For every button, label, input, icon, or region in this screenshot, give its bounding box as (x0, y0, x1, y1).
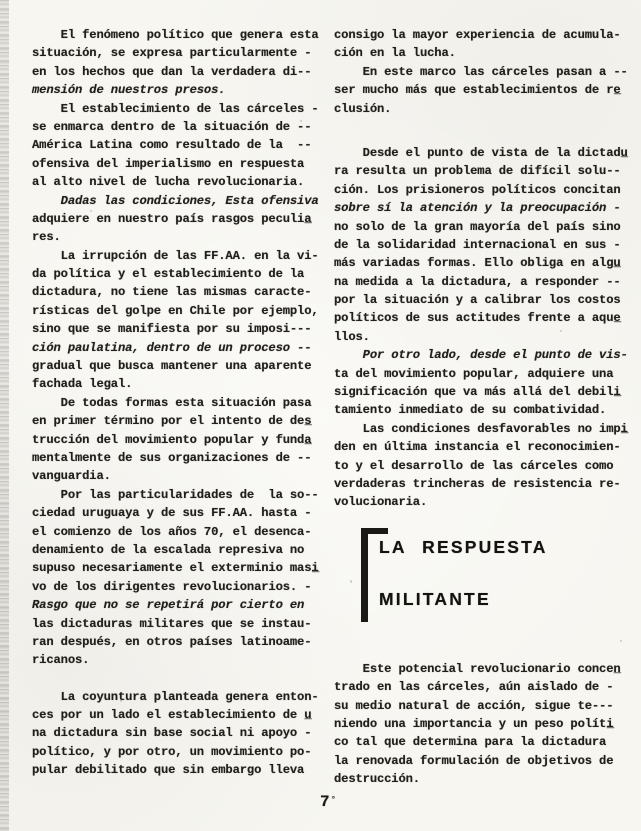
heading-bracket-icon (361, 528, 368, 622)
paragraph-gap (334, 118, 638, 144)
paragraph (334, 144, 638, 346)
text-line: res. (32, 230, 61, 245)
text-line: El establecimiento de las cárceles - (32, 101, 319, 116)
paragraph (334, 660, 638, 789)
right-text-column (334, 26, 638, 789)
text-line: pular debilitado que sin embargo lleva (32, 763, 305, 778)
text-line: en primer término por el intento de des̲ (32, 414, 312, 429)
text-line: al alto nivel de lucha revolucionaria. (32, 175, 305, 190)
text-line: llos. (334, 329, 370, 344)
text-line: ofensiva del imperialismo en respuesta (32, 156, 305, 171)
text-line: políticos de sus actitudes frente a aque̲ (334, 311, 621, 326)
text-line: tamiento inmediato de su combatividad. (334, 403, 607, 418)
text-line: volucionaria. (334, 495, 428, 510)
text-line: trucción del movimiento popular y funda̲ (32, 432, 312, 447)
text-line: supuso necesariamente el exterminio masi̲ (32, 561, 319, 576)
text-line: Las condiciones desfavorables no impi̲ (334, 421, 628, 436)
text-line: las dictaduras militares que se instau- (32, 616, 312, 631)
paragraph (334, 420, 638, 512)
text-line: fachada legal. (32, 377, 133, 392)
text-line: en los hechos que dan la verdadera di-- (32, 64, 312, 79)
paragraph (32, 26, 336, 100)
page-number (320, 793, 336, 811)
text-line: sobre sí la atención y la preocupación - (334, 201, 621, 216)
text-line: Dadas las condiciones, Esta ofensiva (32, 193, 319, 208)
text-line: dictadura, no tiene las mismas caracte- (32, 285, 312, 300)
text-line: Desde el punto de vista de la dictadu̲ (334, 145, 628, 160)
text-line: destrucción. (334, 772, 420, 787)
paragraph (32, 688, 336, 780)
text-line: por la situación y a calibrar los costos (334, 293, 621, 308)
text-line: da política y el establecimiento de la (32, 267, 305, 282)
text-line: su medio natural de acción, sigue te--- (334, 698, 614, 713)
text-line: Por otro lado, desde el punto de vis- (334, 348, 628, 363)
text-line: América Latina como resultado de la -- (32, 138, 312, 153)
text-line: verdaderas trincheras de resistencia re- (334, 476, 621, 491)
paragraph-gap (334, 512, 638, 524)
section-heading-line-1: LA RESPUESTA (379, 536, 548, 557)
text-line: La irrupción de las FF.AA. en la vi- (32, 248, 319, 263)
text-line: ces por un lado el establecimiento de u̲ (32, 708, 312, 723)
text-line: En este marco las cárceles pasan a -- (334, 64, 628, 79)
text-line: de la solidaridad internacional en sus - (334, 237, 621, 252)
section-heading-line-2: MILITANTE (379, 589, 491, 610)
paragraph (32, 394, 336, 486)
text-line: niendo una importancia y un peso políti̲ (334, 716, 614, 731)
text-line: co tal que determina para la dictadura (334, 735, 607, 750)
section-heading (334, 524, 638, 624)
page-number-value: 7 (320, 793, 330, 811)
text-line: clusión. (334, 101, 392, 116)
paragraph-gap (334, 624, 638, 660)
text-line: gradual que busca mantener una aparente (32, 359, 312, 374)
text-line: la renovada formulación de objetivos de (334, 753, 614, 768)
text-line: consigo la mayor experiencia de acumula- (334, 28, 621, 42)
left-text-column (32, 26, 336, 780)
paragraph (32, 100, 336, 192)
paragraph (334, 26, 638, 63)
text-line: Rasgo que no se repetirá por cierto en (32, 598, 305, 613)
text-line: ción paulatina, dentro de un proceso -- (32, 340, 312, 355)
paragraph (334, 63, 638, 118)
text-line: trado en las cárceles, aún aislado de - (334, 680, 614, 695)
text-line: político, y por otro, un movimiento po- (32, 744, 312, 759)
text-line: Este potencial revolucionario concen̲ (334, 661, 621, 676)
text-line: ra resulta un problema de difícil solu-- (334, 164, 621, 179)
text-line: mentalmente de sus organizaciones de -- (32, 450, 312, 465)
text-line: ción en la lucha. (334, 46, 456, 61)
text-line: ta del movimiento popular, adquiere una (334, 366, 614, 381)
text-line: ción. Los prisioneros políticos concitan (334, 182, 621, 197)
text-line: vanguardia. (32, 469, 111, 484)
text-line: situación, se expresa particularmente - (32, 46, 312, 61)
paragraph (32, 486, 336, 670)
text-line: adquiere en nuestro país rasgos peculia̲ (32, 211, 312, 226)
text-line: ran después, en otros países latinoame- (32, 634, 312, 649)
text-line: den en última instancia el reconocimien- (334, 440, 621, 455)
text-line: significación que va más allá del debili̲ (334, 385, 621, 400)
text-line: ricanos. (32, 653, 90, 668)
text-line: sino que se manifiesta por su imposi--- (32, 322, 312, 337)
text-line: De todas formas esta situación pasa (32, 395, 312, 410)
text-line: El fenómeno político que genera esta (32, 28, 319, 42)
text-line: La coyuntura planteada genera enton- (32, 689, 319, 704)
text-line: no solo de la gran mayoría del país sino (334, 219, 621, 234)
paragraph (32, 192, 336, 247)
text-line: ciedad uruguaya y de sus FF.AA. hasta - (32, 506, 312, 521)
text-line: el comienzo de los años 70, el desenca- (32, 524, 312, 539)
scan-edge-noise (0, 0, 9, 831)
text-line: ser mucho más que establecimientos de re̲ (334, 83, 621, 98)
text-line: se enmarca dentro de la situación de -- (32, 119, 312, 134)
text-line: to y el desarrollo de las cárceles como (334, 458, 614, 473)
paragraph (32, 247, 336, 394)
paragraph-gap (32, 670, 336, 688)
text-line: rísticas del golpe en Chile por ejemplo, (32, 303, 319, 318)
text-line: más variadas formas. Ello obliga en algu̲ (334, 256, 621, 271)
text-line: mensión de nuestros presos. (32, 83, 226, 98)
paragraph (334, 346, 638, 420)
text-line: denamiento de la escalada represiva no (32, 542, 305, 557)
text-line: na dictadura sin base social ni apoyo - (32, 726, 312, 741)
page-number-mark: ° (330, 795, 337, 805)
text-line: Por las particularidades de la so-- (32, 487, 319, 502)
text-line: vo de los dirigentes revolucionarios. - (32, 579, 312, 594)
text-line: na medida a la dictadura, a responder -- (334, 274, 621, 289)
